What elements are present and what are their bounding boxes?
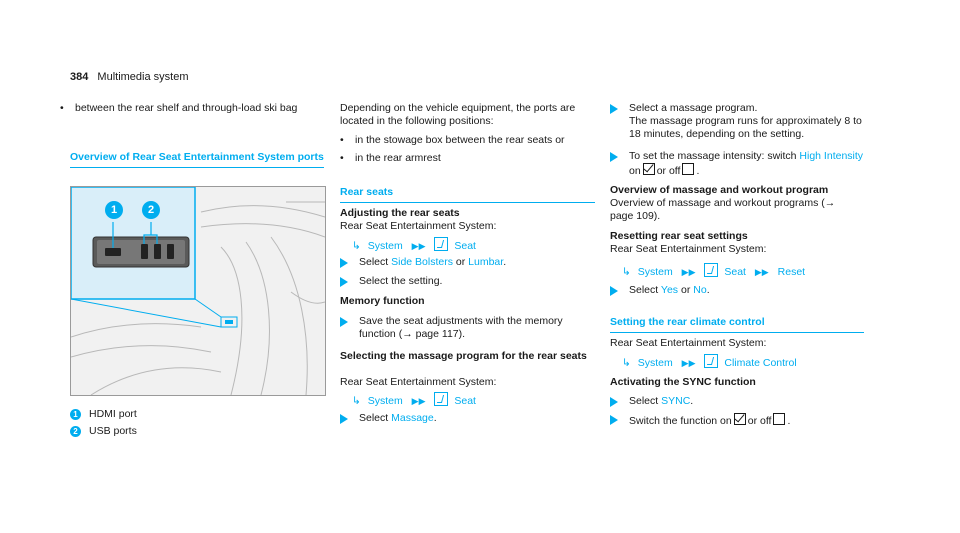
section-heading-rear-seats: Rear seats bbox=[340, 186, 595, 203]
double-chevron-icon: ▶▶ bbox=[754, 267, 769, 277]
hook-arrow-icon: ↳ bbox=[352, 395, 361, 407]
section-heading-climate: Setting the rear climate control bbox=[610, 316, 864, 333]
seat-icon bbox=[434, 237, 448, 251]
path-seat: Seat bbox=[454, 395, 476, 407]
callout-2: 2 bbox=[142, 201, 160, 219]
hook-arrow-icon: ↳ bbox=[622, 266, 631, 278]
overview-text: Overview of massage and workout programs (→ page 109). bbox=[610, 197, 836, 222]
double-chevron-icon: ▶▶ bbox=[681, 267, 696, 277]
subheading-overview: Overview of massage and workout program bbox=[610, 184, 829, 196]
lead-text: Rear Seat Entertainment System: bbox=[610, 337, 767, 349]
subheading-massage: Selecting the massage program for the rear seats bbox=[340, 350, 587, 362]
step-item: Select SYNC. bbox=[610, 395, 866, 408]
checkbox-empty-icon bbox=[773, 413, 785, 425]
checkbox-checked-icon bbox=[643, 163, 655, 175]
path-system: System bbox=[367, 395, 403, 407]
seat-icon bbox=[434, 392, 448, 406]
step-arrow-icon bbox=[610, 397, 618, 407]
step-item: To set the massage intensity: switch High Intensity on or off . bbox=[610, 150, 866, 178]
path-reset: Reset bbox=[777, 266, 806, 278]
ports-figure bbox=[70, 186, 326, 396]
list-item: • between the rear shelf and through-load ski bag bbox=[60, 102, 298, 114]
checkbox-checked-icon bbox=[734, 413, 746, 425]
step-arrow-icon bbox=[610, 152, 618, 162]
step-item: Save the seat adjustments with the memory function (→ page 117). bbox=[340, 315, 595, 341]
path-system: System bbox=[637, 266, 673, 278]
car-interior-illustration bbox=[71, 187, 325, 395]
step-item: Select Yes or No. bbox=[610, 284, 866, 297]
legend-item-usb: 2 USB ports bbox=[70, 425, 137, 438]
subheading-reset: Resetting rear seat settings bbox=[610, 230, 748, 242]
hook-arrow-icon: ↳ bbox=[622, 357, 631, 369]
climate-seat-icon bbox=[704, 354, 718, 368]
double-chevron-icon: ▶▶ bbox=[411, 396, 426, 406]
lead-text: Rear Seat Entertainment System: bbox=[340, 376, 497, 388]
step-arrow-icon bbox=[340, 317, 348, 327]
double-chevron-icon: ▶▶ bbox=[411, 241, 426, 251]
menu-path bbox=[352, 237, 476, 253]
subheading-memory: Memory function bbox=[340, 295, 425, 307]
lead-text: Rear Seat Entertainment System: bbox=[610, 243, 767, 255]
step-arrow-icon bbox=[610, 415, 618, 425]
path-seat: Seat bbox=[454, 240, 476, 252]
checkbox-empty-icon bbox=[682, 163, 694, 175]
step-item: Switch the function on or off . bbox=[610, 413, 866, 428]
legend-item-hdmi: 1 HDMI port bbox=[70, 408, 137, 421]
step-item: Select the setting. bbox=[340, 275, 595, 288]
step-arrow-icon bbox=[340, 414, 348, 424]
path-climate: Climate Control bbox=[724, 357, 797, 369]
double-chevron-icon: ▶▶ bbox=[681, 358, 696, 368]
callout-1: 1 bbox=[105, 201, 123, 219]
subheading-adjusting: Adjusting the rear seats bbox=[340, 207, 460, 219]
intro-text: Depending on the vehicle equipment, the ports are located in the following positions: bbox=[340, 102, 576, 127]
page-header bbox=[70, 71, 189, 83]
step-item: Select Massage. bbox=[340, 412, 595, 425]
path-system: System bbox=[637, 357, 673, 369]
page-number: 384 bbox=[70, 71, 89, 83]
step-item: Select Side Bolsters or Lumbar. bbox=[340, 256, 595, 269]
seat-icon bbox=[704, 263, 718, 277]
menu-path bbox=[622, 354, 797, 370]
section-title: Multimedia system bbox=[97, 71, 189, 83]
step-item: Select a massage program. The massage program runs for approximately 8 to 18 minutes, depending on the setting. bbox=[610, 102, 866, 141]
step-arrow-icon bbox=[610, 286, 618, 296]
step-arrow-icon bbox=[610, 104, 618, 114]
path-system: System bbox=[367, 240, 403, 252]
hook-arrow-icon: ↳ bbox=[352, 240, 361, 252]
path-seat: Seat bbox=[724, 266, 746, 278]
step-arrow-icon bbox=[340, 258, 348, 268]
menu-path bbox=[352, 392, 476, 408]
section-heading-ports: Overview of Rear Seat Entertainment System ports bbox=[70, 151, 324, 168]
step-arrow-icon bbox=[340, 277, 348, 287]
subheading-sync: Activating the SYNC function bbox=[610, 376, 756, 388]
list-item: • in the stowage box between the rear seats or bbox=[340, 134, 565, 146]
lead-text: Rear Seat Entertainment System: bbox=[340, 220, 497, 232]
menu-path bbox=[622, 263, 805, 279]
list-item: • in the rear armrest bbox=[340, 152, 441, 164]
